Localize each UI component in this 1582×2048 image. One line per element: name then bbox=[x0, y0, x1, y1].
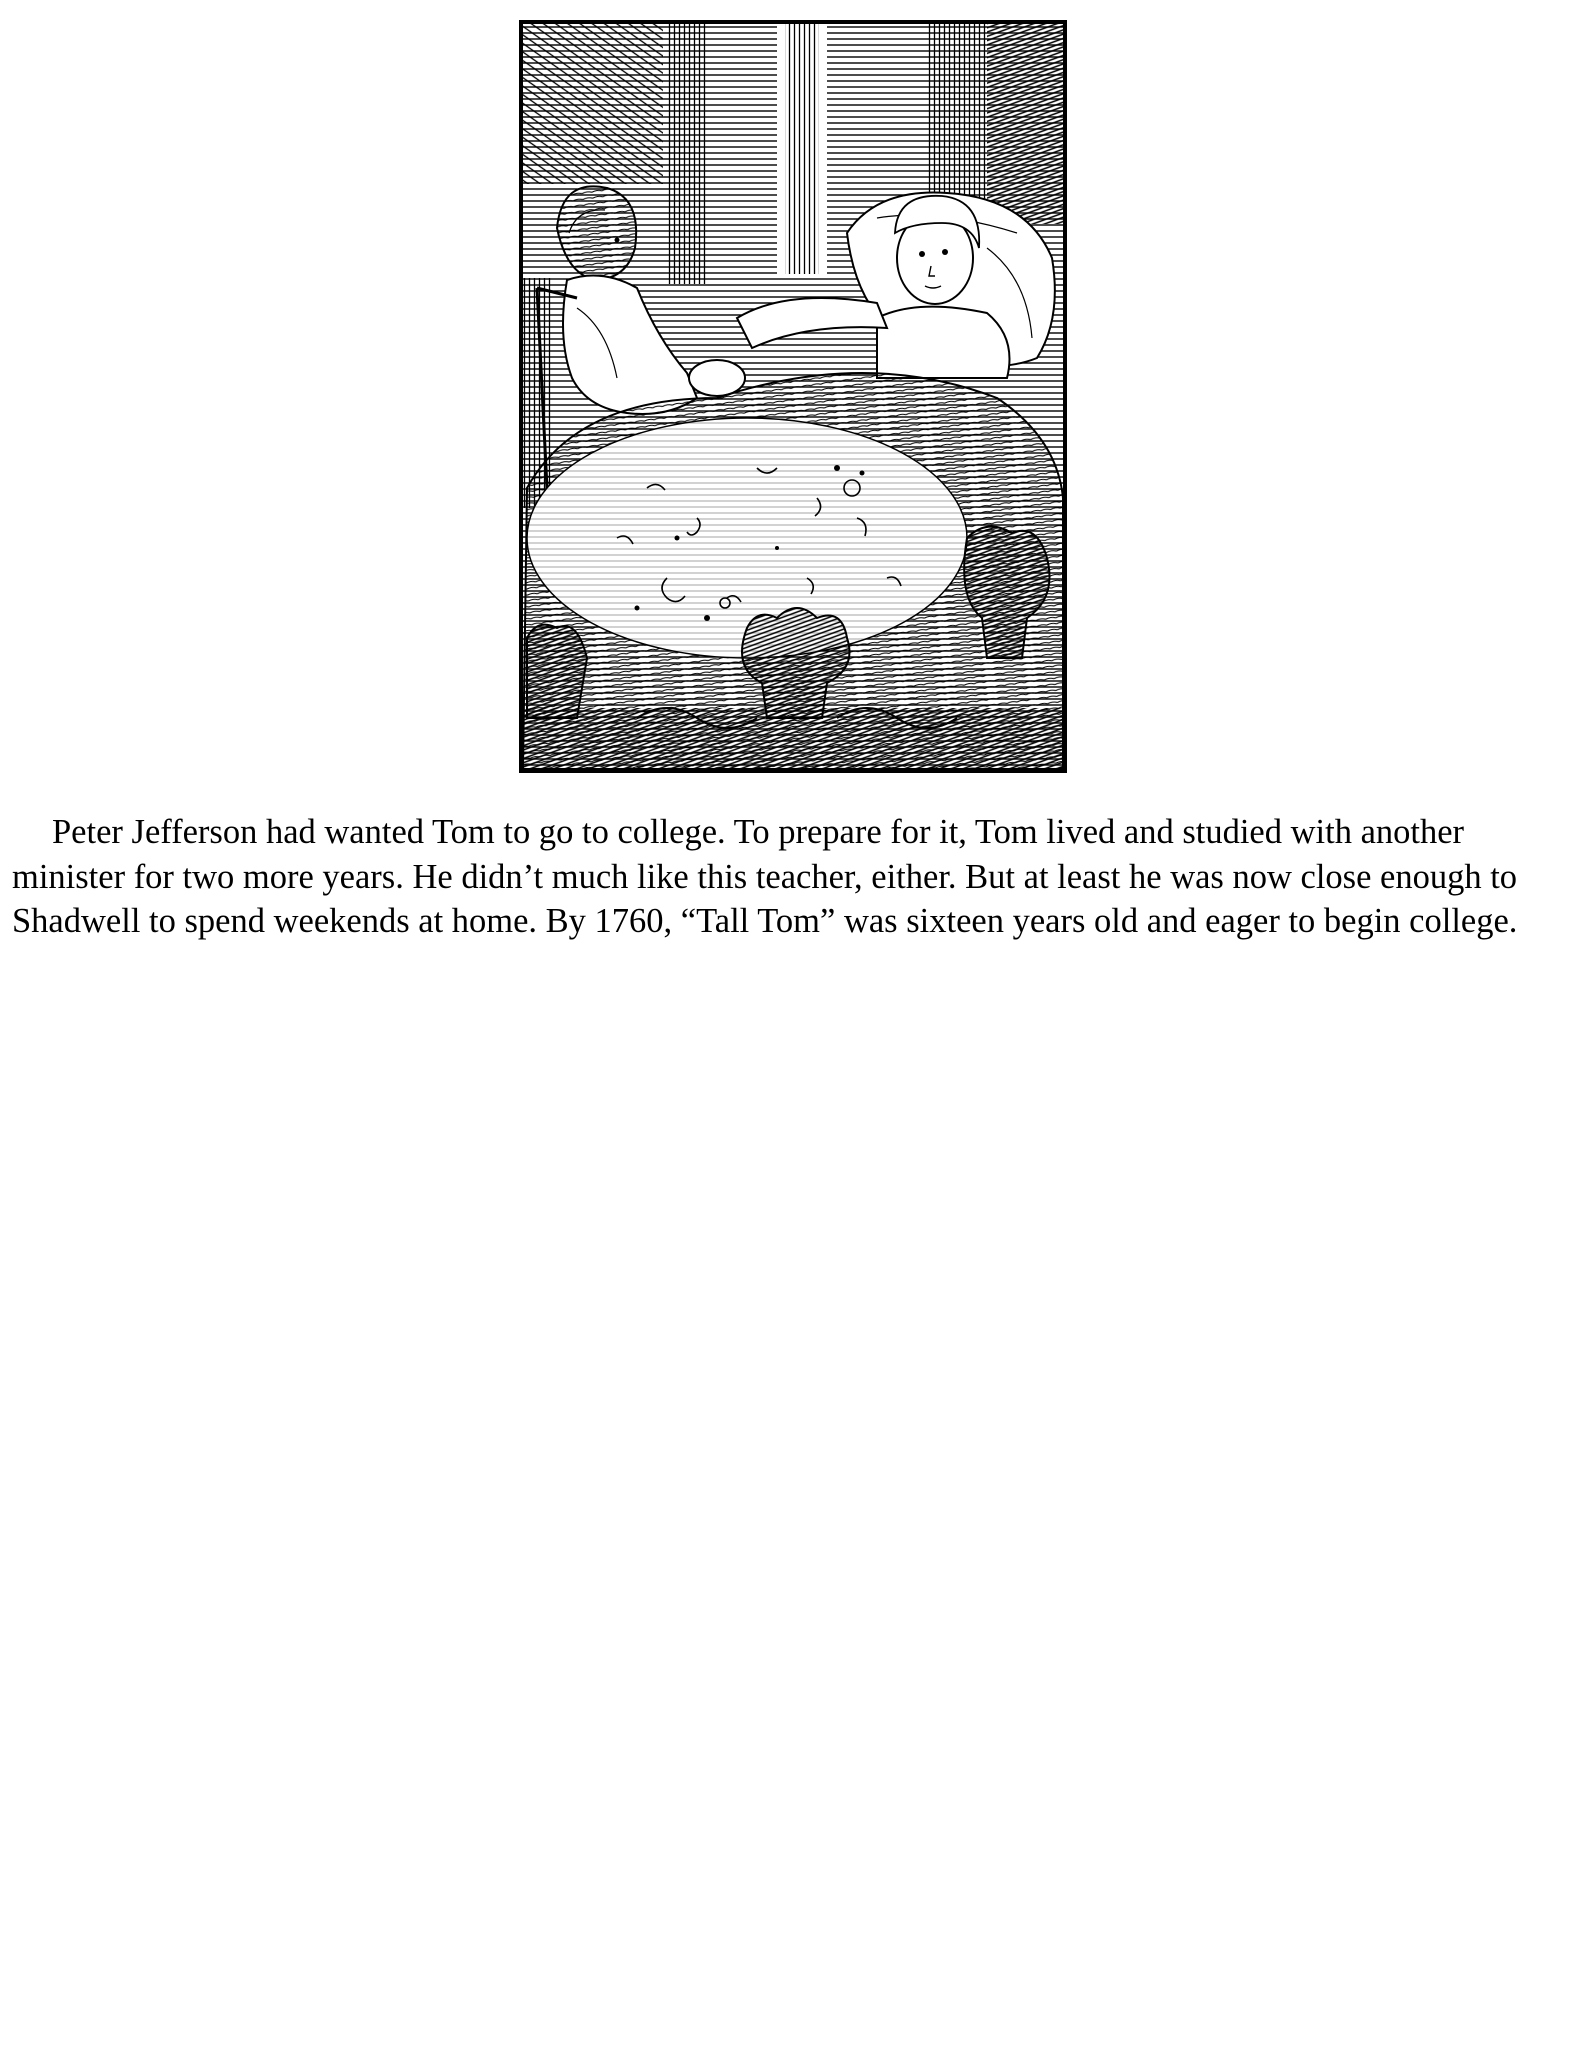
bedside-illustration bbox=[517, 18, 1069, 775]
body-paragraph: Peter Jefferson had wanted Tom to go to college. To prepare for it, Tom lived and studied with another minister for two more years. He didn’t much like this teacher, either. But at least he was now close enough to Shadwell to spend weekends at home. By 1760, “Tall Tom” was sixteen years old and eager to begin college. bbox=[12, 813, 1518, 940]
